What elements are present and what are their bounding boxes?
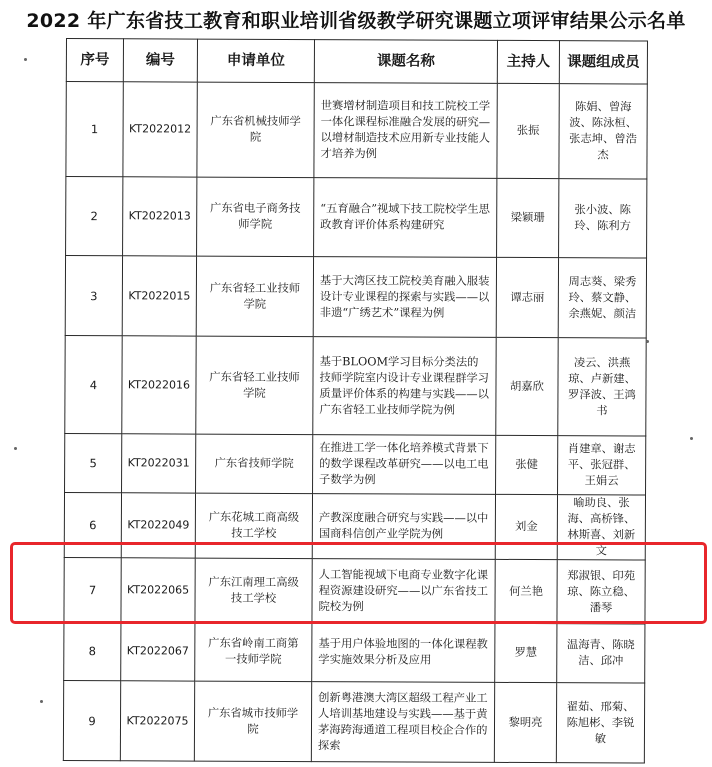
topic-cell: 基于BLOOM学习目标分类法的技师学院室内设计专业课程群学习质量评价体系的构建与实践——以广东省轻工业技师学院为例 bbox=[313, 337, 496, 436]
unit-cell: 广东省轻工业技师学院 bbox=[196, 256, 313, 337]
scan-speck bbox=[14, 447, 17, 450]
table-row bbox=[64, 557, 645, 624]
scan-speck bbox=[24, 58, 27, 61]
unit-cell: 广东省技师学院 bbox=[196, 434, 313, 494]
scan-speck bbox=[646, 340, 649, 343]
members-cell: 凌云、洪燕琼、卢新建、罗泽波、王鸿书 bbox=[558, 338, 646, 436]
results-table bbox=[63, 38, 648, 764]
seq-cell: 3 bbox=[65, 256, 122, 336]
code-cell: KT2022013 bbox=[123, 177, 197, 256]
topic-cell: 基于用户体验地图的一体化课程教学实施效果分析及应用 bbox=[312, 623, 495, 683]
topic-cell: 产教深度融合研究与实践——以中国商科信创产业学院为例 bbox=[312, 494, 495, 560]
topic-cell: 在推进工学一体化培养模式背景下的数学课程改革研究——以电工电子数学为例 bbox=[313, 435, 496, 495]
header-code: 编号 bbox=[123, 39, 197, 82]
leader-cell: 张健 bbox=[496, 435, 558, 494]
table-row bbox=[64, 492, 645, 560]
table-row bbox=[66, 82, 647, 180]
table-row bbox=[65, 433, 646, 495]
leader-cell: 刘金 bbox=[495, 494, 557, 559]
code-cell: KT2022015 bbox=[122, 256, 196, 336]
table-row bbox=[65, 256, 646, 339]
table-row bbox=[66, 177, 647, 259]
header-leader: 主持人 bbox=[497, 40, 559, 83]
header-unit: 申请单位 bbox=[197, 39, 314, 83]
members-cell: 郑淑银、印苑琼、陈立稳、潘琴 bbox=[557, 560, 645, 624]
seq-cell: 7 bbox=[64, 557, 121, 621]
code-cell: KT2022067 bbox=[121, 622, 195, 681]
table-row bbox=[63, 680, 644, 763]
unit-cell: 广东省岭南工商第一技师学院 bbox=[195, 622, 312, 682]
leader-cell: 胡嘉欣 bbox=[496, 337, 558, 435]
code-cell: KT2022049 bbox=[121, 493, 195, 558]
unit-cell: 广东江南理工高级技工学校 bbox=[195, 558, 312, 623]
code-cell: KT2022075 bbox=[120, 681, 194, 761]
topic-cell: 世赛增材制造项目和技工院校工学一体化课程标准融合发展的研究—以增材制造技术应用新专业技能人才培养为例 bbox=[314, 83, 497, 179]
code-cell: KT2022031 bbox=[122, 434, 196, 493]
topic-cell: 创新粤港澳大湾区超级工程产业工人培训基地建设与实践——基于黄茅海跨海通道工程项目校企合作的探索 bbox=[311, 682, 494, 763]
leader-cell: 梁颖珊 bbox=[497, 178, 559, 257]
members-cell: 肖建章、谢志平、张冠群、王娟云 bbox=[558, 436, 646, 495]
leader-cell: 张振 bbox=[497, 83, 559, 178]
members-cell: 翟茹、邢菊、陈旭彬、李锐敏 bbox=[556, 683, 644, 763]
unit-cell: 广东省轻工业技师学院 bbox=[196, 336, 313, 435]
seq-cell: 5 bbox=[65, 433, 122, 492]
leader-cell: 罗慧 bbox=[495, 623, 557, 682]
seq-cell: 4 bbox=[65, 335, 122, 433]
seq-cell: 9 bbox=[63, 680, 120, 760]
unit-cell: 广东省机械技师学院 bbox=[197, 82, 314, 178]
unit-cell: 广东花城工商高级技工学校 bbox=[195, 493, 312, 559]
scan-speck bbox=[40, 700, 43, 703]
seq-cell: 2 bbox=[66, 177, 123, 256]
leader-cell: 何兰艳 bbox=[495, 559, 557, 623]
document-title: 2022 年广东省技工教育和职业培训省级教学研究课题立项评审结果公示名单 bbox=[26, 10, 686, 32]
unit-cell: 广东省城市技师学院 bbox=[194, 681, 311, 762]
code-cell: KT2022065 bbox=[121, 558, 195, 622]
leader-cell: 黎明亮 bbox=[494, 682, 556, 762]
unit-cell: 广东省电子商务技师学院 bbox=[197, 177, 314, 257]
header-seq: 序号 bbox=[66, 39, 123, 82]
members-cell: 周志葵、梁秀玲、蔡文静、余燕妮、颜洁 bbox=[558, 258, 646, 338]
members-cell: 张小波、陈玲、陈利方 bbox=[559, 179, 647, 258]
code-cell: KT2022012 bbox=[123, 82, 197, 177]
members-cell: 温海青、陈晓洁、邱冲 bbox=[557, 624, 645, 683]
table-row bbox=[65, 335, 646, 436]
members-cell: 喻助良、张海、高桥锋、林斯喜、刘新文 bbox=[557, 495, 645, 560]
seq-cell: 6 bbox=[64, 492, 121, 557]
table-row bbox=[64, 621, 645, 683]
seq-cell: 1 bbox=[66, 82, 123, 177]
topic-cell: “五育融合”视域下技工院校学生思政教育评价体系构建研究 bbox=[314, 178, 497, 258]
header-topic: 课题名称 bbox=[314, 40, 497, 84]
seq-cell: 8 bbox=[64, 621, 121, 680]
leader-cell: 谭志丽 bbox=[496, 257, 558, 337]
code-cell: KT2022016 bbox=[122, 336, 196, 434]
scan-speck bbox=[690, 437, 693, 440]
table-header-row bbox=[66, 39, 647, 85]
topic-cell: 基于大湾区技工院校美育融入服装设计专业课程的探索与实践——以非遗“广绣艺术”课程为例 bbox=[313, 257, 496, 338]
topic-cell: 人工智能视域下电商专业数字化课程资源建设研究——以广东省技工院校为例 bbox=[312, 559, 495, 624]
members-cell: 陈娟、曾海波、陈泳桓、张志坤、曾浩杰 bbox=[559, 84, 647, 179]
header-members: 课题组成员 bbox=[559, 41, 647, 84]
